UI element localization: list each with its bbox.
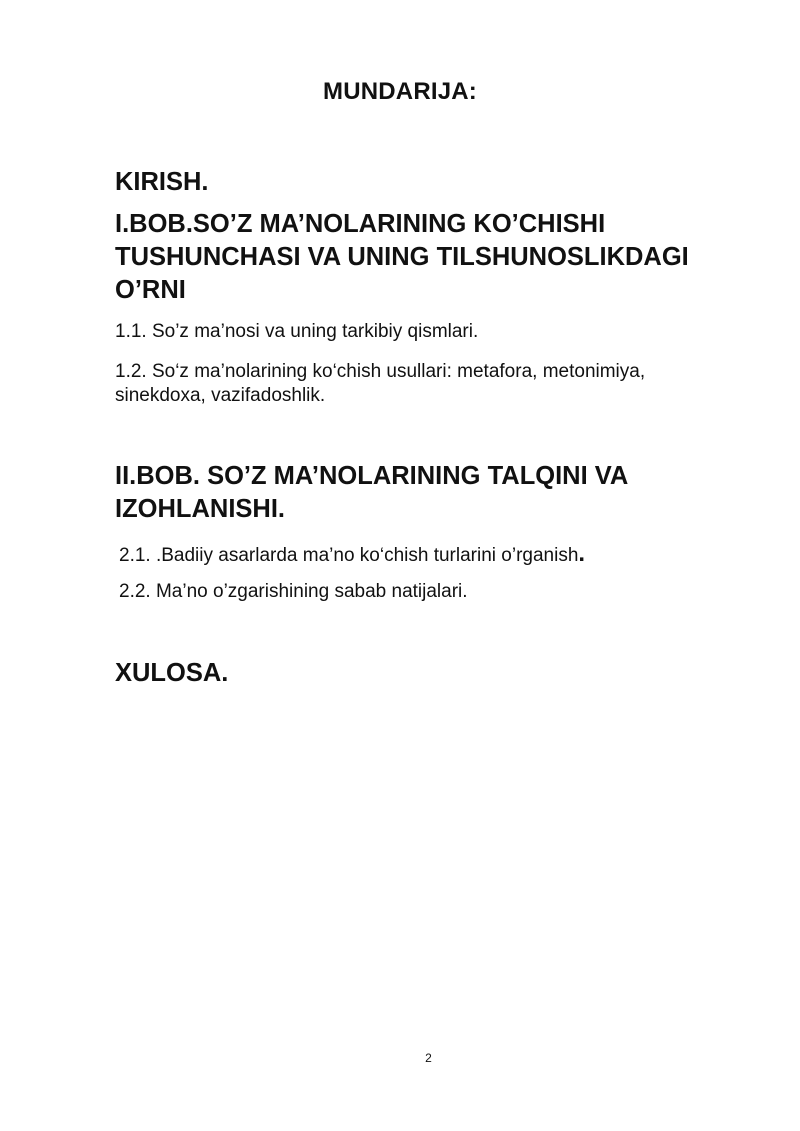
section-2-2: 2.2. Ma’no o’zgarishining sabab natijalari.	[119, 581, 468, 602]
section-1-2: 1.2. So‘z ma’nolarining ko‘chish usullari: metafora, metonimiya, sinekdoxa, vazifadoshlik.	[115, 361, 646, 406]
section-2-1-end-dot: .	[578, 540, 586, 567]
intro-heading: KIRISH.	[115, 168, 209, 196]
conclusion-heading: XULOSA.	[115, 659, 229, 687]
section-2-1	[119, 540, 739, 568]
chapter2-heading: II.BOB. SO’Z MA’NOLARINING TALQINI VA IZOHLANISHI.	[115, 462, 628, 523]
chapter1-heading: I.BOB.SO’Z MA’NOLARINING KO’CHISHI TUSHUNCHASI VA UNING TILSHUNOSLIKDAGI O’RNI	[115, 210, 689, 304]
section-2-1-text: 2.1. .Badiiy asarlarda ma’no ko‘chish turlarini o’rganish	[119, 545, 579, 566]
section-1-1: 1.1. So’z ma’nosi va uning tarkibiy qismlari.	[115, 321, 479, 342]
page-number: 2	[425, 1051, 432, 1065]
toc-title: MUNDARIJA:	[323, 78, 477, 105]
